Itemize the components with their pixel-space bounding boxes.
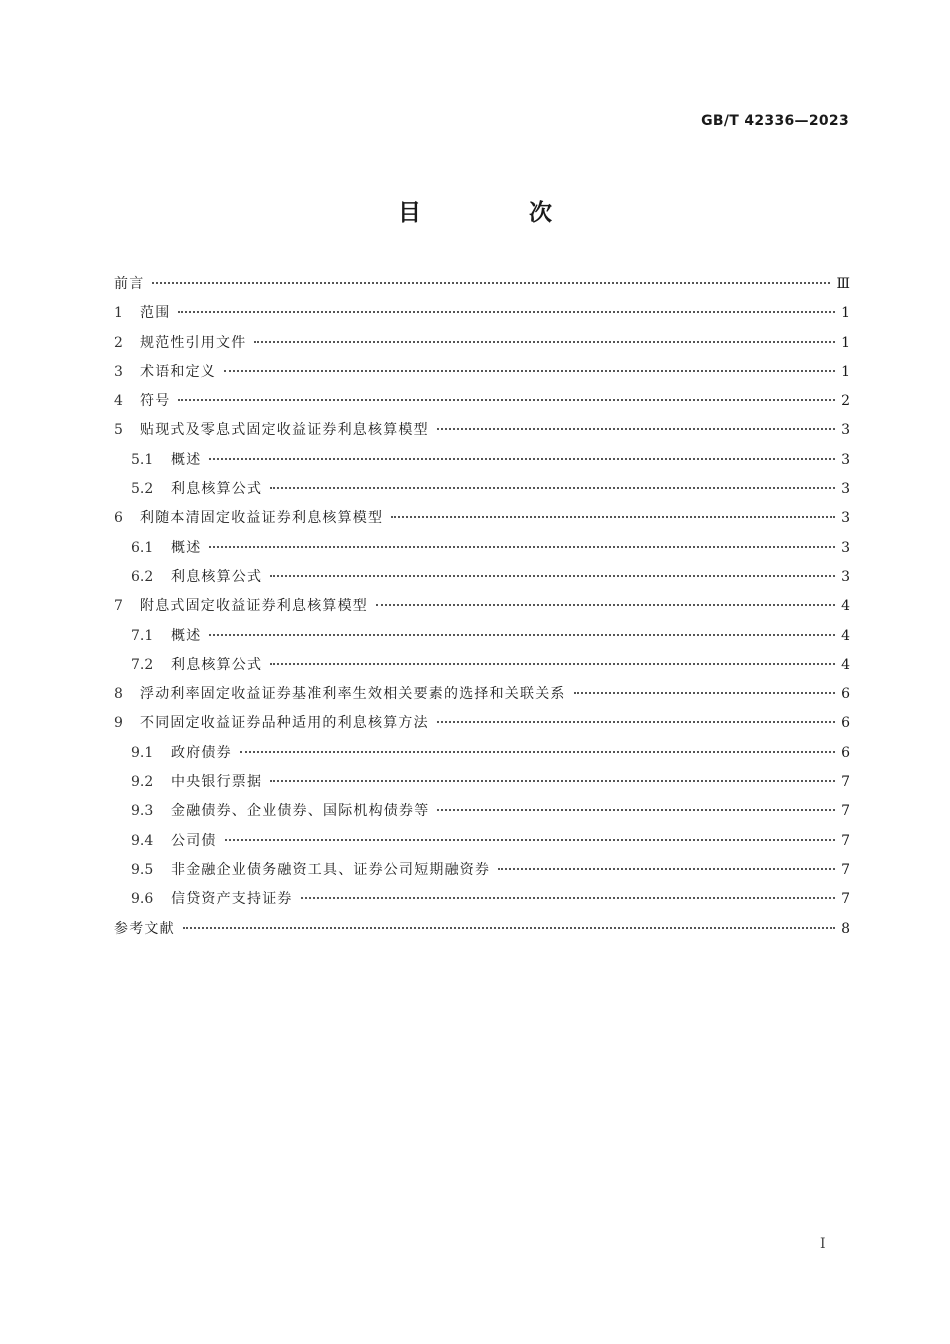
page-title: 目 次	[397, 200, 602, 226]
toc-entry[interactable]	[114, 534, 850, 563]
toc-dot-leader	[391, 516, 835, 518]
toc-entry-number: 1	[114, 305, 123, 322]
toc-entry[interactable]	[114, 768, 850, 797]
toc-entry-title: 政府债券	[171, 744, 232, 761]
toc-entry-title: 利息核算公式	[171, 481, 263, 498]
toc-entry-number: 9.1	[131, 744, 154, 761]
toc-dot-leader	[270, 663, 835, 665]
toc-entry-title: 利随本清固定收益证券利息核算模型	[140, 510, 384, 527]
toc-entry-number: 7.2	[131, 656, 154, 673]
toc-dot-leader	[574, 692, 835, 694]
toc-dot-leader	[178, 399, 835, 401]
toc-entry[interactable]	[114, 329, 850, 358]
toc-dot-leader	[270, 780, 835, 782]
toc-entry[interactable]	[114, 270, 850, 299]
toc-dot-leader	[209, 458, 835, 460]
toc-entry-page: 3	[841, 539, 850, 556]
table-of-contents	[114, 270, 850, 944]
toc-entry-title: 利息核算公式	[171, 568, 263, 585]
toc-entry[interactable]	[114, 856, 850, 885]
toc-dot-leader	[254, 341, 835, 343]
toc-entry[interactable]	[114, 358, 850, 387]
toc-entry[interactable]	[114, 446, 850, 475]
toc-entry-page: 8	[841, 920, 850, 937]
toc-dot-leader	[437, 809, 835, 811]
toc-entry-page: 4	[841, 598, 850, 615]
toc-entry-page: 7	[841, 861, 850, 878]
toc-entry-title: 符号	[140, 393, 171, 410]
toc-entry-title: 概述	[171, 627, 202, 644]
toc-entry[interactable]	[114, 622, 850, 651]
toc-entry-number: 9	[114, 715, 123, 732]
toc-dot-leader	[178, 311, 835, 313]
toc-entry[interactable]	[114, 299, 850, 328]
toc-dot-leader	[183, 927, 835, 929]
toc-entry-page: 7	[841, 832, 850, 849]
toc-entry-number: 6	[114, 510, 123, 527]
toc-entry[interactable]	[114, 592, 850, 621]
toc-entry-number: 5	[114, 422, 123, 439]
toc-entry-page: 3	[841, 422, 850, 439]
toc-entry-page: 6	[841, 715, 850, 732]
toc-dot-leader	[224, 370, 835, 372]
toc-entry-number: 4	[114, 393, 123, 410]
page-number: Ⅰ	[820, 1236, 826, 1252]
toc-dot-leader	[437, 428, 835, 430]
toc-entry-title: 前言	[114, 276, 145, 292]
toc-dot-leader	[209, 546, 835, 548]
toc-entry-title: 浮动利率固定收益证券基准利率生效相关要素的选择和关联关系	[140, 686, 566, 703]
toc-entry-page: 7	[841, 774, 850, 791]
toc-dot-leader	[209, 634, 835, 636]
toc-entry[interactable]	[114, 739, 850, 768]
toc-entry-page: 1	[841, 363, 850, 380]
toc-entry-title: 中央银行票据	[171, 774, 263, 791]
toc-entry-title: 利息核算公式	[171, 656, 263, 673]
toc-entry[interactable]	[114, 563, 850, 592]
toc-entry-page: 3	[841, 568, 850, 585]
toc-entry-page: 3	[841, 481, 850, 498]
toc-entry-number: 2	[114, 334, 123, 351]
toc-dot-leader	[240, 751, 835, 753]
toc-entry-title: 规范性引用文件	[140, 334, 247, 351]
toc-entry-number: 7.1	[131, 627, 154, 644]
toc-dot-leader	[498, 868, 835, 870]
toc-dot-leader	[270, 487, 835, 489]
toc-entry-title: 贴现式及零息式固定收益证券利息核算模型	[140, 422, 429, 439]
toc-entry-number: 9.6	[131, 891, 154, 908]
toc-entry-number: 5.1	[131, 451, 154, 468]
toc-entry[interactable]	[114, 651, 850, 680]
toc-entry[interactable]	[114, 797, 850, 826]
toc-entry-title: 参考文献	[114, 920, 175, 937]
toc-entry-page: 7	[841, 803, 850, 820]
toc-entry-page: 6	[841, 744, 850, 761]
toc-dot-leader	[225, 839, 835, 841]
toc-entry-title: 范围	[140, 305, 171, 322]
toc-entry-page: 1	[841, 334, 850, 351]
toc-entry[interactable]	[114, 475, 850, 504]
toc-entry-title: 非金融企业债务融资工具、证券公司短期融资券	[171, 861, 491, 878]
toc-entry[interactable]	[114, 827, 850, 856]
toc-entry-title: 公司债	[171, 832, 217, 849]
toc-entry-title: 术语和定义	[140, 363, 216, 380]
toc-entry-number: 6.1	[131, 539, 154, 556]
standard-code: GB/T 42336—2023	[701, 113, 849, 129]
toc-entry-page: 3	[841, 451, 850, 468]
toc-entry-page: Ⅲ	[836, 276, 850, 292]
toc-entry-page: 7	[841, 891, 850, 908]
toc-entry[interactable]	[114, 709, 850, 738]
toc-entry-title: 不同固定收益证券品种适用的利息核算方法	[140, 715, 429, 732]
toc-entry-number: 8	[114, 686, 123, 703]
toc-entry[interactable]	[114, 416, 850, 445]
toc-entry-page: 2	[841, 393, 850, 410]
toc-entry-number: 9.3	[131, 803, 154, 820]
toc-dot-leader	[301, 897, 835, 899]
toc-entry-number: 6.2	[131, 568, 154, 585]
toc-entry[interactable]	[114, 885, 850, 914]
toc-entry-page: 1	[841, 305, 850, 322]
toc-dot-leader	[437, 721, 835, 723]
toc-entry-title: 金融债券、企业债券、国际机构债券等	[171, 803, 430, 820]
toc-entry-number: 9.5	[131, 861, 154, 878]
toc-entry-page: 6	[841, 686, 850, 703]
toc-entry-title: 附息式固定收益证券利息核算模型	[140, 598, 368, 615]
toc-entry-number: 5.2	[131, 481, 154, 498]
toc-entry-number: 9.2	[131, 774, 154, 791]
toc-entry[interactable]	[114, 387, 850, 416]
toc-entry-title: 信贷资产支持证券	[171, 891, 293, 908]
toc-entry-number: 7	[114, 598, 123, 615]
toc-entry[interactable]	[114, 915, 850, 944]
toc-entry[interactable]	[114, 504, 850, 533]
toc-dot-leader	[376, 604, 835, 606]
toc-dot-leader	[270, 575, 835, 577]
toc-entry-number: 3	[114, 363, 123, 380]
toc-entry-page: 4	[841, 627, 850, 644]
toc-entry-number: 9.4	[131, 832, 154, 849]
toc-entry-page: 4	[841, 656, 850, 673]
toc-entry-title: 概述	[171, 451, 202, 468]
toc-dot-leader	[152, 282, 830, 284]
toc-entry-title: 概述	[171, 539, 202, 556]
toc-entry-page: 3	[841, 510, 850, 527]
toc-entry[interactable]	[114, 680, 850, 709]
